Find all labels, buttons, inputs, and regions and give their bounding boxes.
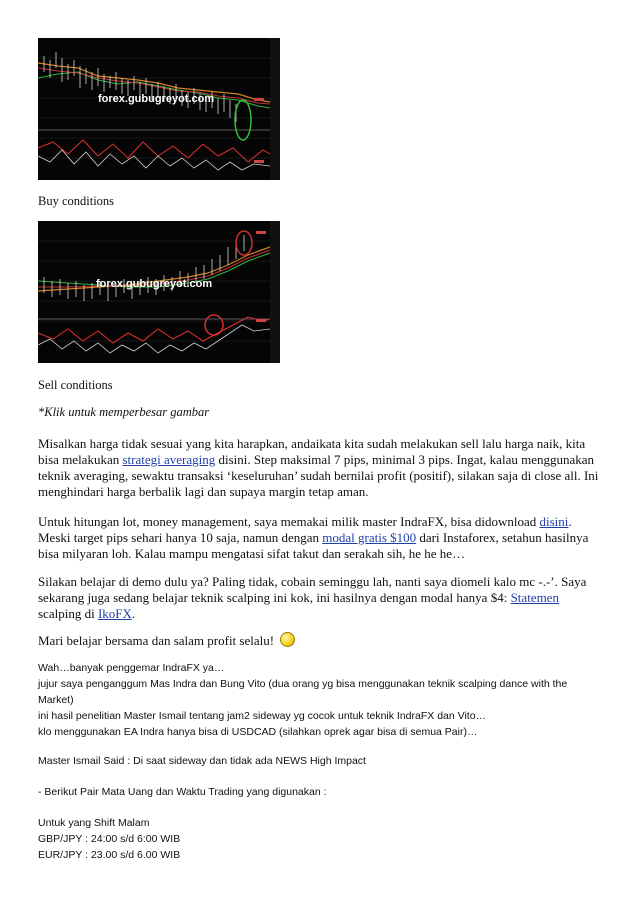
text-line: menghindari harga berbalik lagi dan supaya margin tetap aman. [38,484,369,499]
comment-line: klo menggunakan EA Indra hanya bisa di USDCAD (silahkan oprek agar bisa di semua Pair)… [38,726,478,738]
text-segment: bisa melakukan [38,452,123,467]
sell-chart-graphic [38,221,280,363]
free-capital-link[interactable]: modal gratis $100 [322,530,417,545]
text-line: Silakan belajar di demo dulu ya? Paling tidak, cobain seminggu lah, nanti saya diomeli kalo mc -.-’. Saya [38,574,587,589]
comment-line: Wah…banyak penggemar IndraFX ya… [38,662,225,674]
download-link[interactable]: disini [539,514,569,529]
text-segment: dari Instaforex, setahun hasilnya [416,530,589,545]
comment-line: ini hasil penelitian Master Ismail tentang jam2 sideway yg cocok untuk teknik IndraFX dan Vito… [38,710,487,722]
text-line [38,590,598,606]
closing-line [38,632,295,649]
paragraph-averaging [38,436,598,500]
text-segment: Meski target pips sehari hanya 10 saja, namun dengan [38,530,323,545]
sell-conditions-caption: Sell conditions [38,378,113,392]
buy-conditions-caption: Buy conditions [38,194,115,208]
averaging-strategy-link[interactable]: strategi averaging [122,452,216,467]
buy-chart-graphic [38,38,280,180]
comment-line: Untuk yang Shift Malam [38,817,150,829]
comment-line: jujur saya penganggum Mas Indra dan Bung Vito (dua orang yg bisa menggunakan teknik scalping dance with the [38,678,568,690]
comment-line: Market) [38,694,74,706]
smiley-icon [280,632,295,647]
chart1-watermark: forex.gubugreyot.com [98,93,215,105]
buy-chart-image[interactable] [38,38,280,180]
text-segment: . [131,606,136,621]
comment-line: - Berikut Pair Mata Uang dan Waktu Trading yang digunakan : [38,786,327,798]
text-segment: scalping di [38,606,98,621]
enlarge-hint: *Klik untuk memperbesar gambar [38,405,210,419]
ikofx-link[interactable]: IkoFX [97,606,132,621]
statement-link[interactable]: Statemen [510,590,559,605]
text-segment: sekarang juga sedang belajar teknik scalping ini kok, ini hasilnya dengan modal hanya $4: [38,590,511,605]
text-segment: . [568,514,572,529]
sell-chart-image[interactable] [38,221,280,363]
text-line [38,452,598,468]
text-line [38,606,598,622]
paragraph-money-management [38,514,598,562]
closing-text: Mari belajar bersama dan salam profit selalu! [38,633,275,648]
text-line: Misalkan harga tidak sesuai yang kita harapkan, andaikata kita sudah melakukan sell lalu harga naik, kita [38,436,586,451]
text-line [38,514,598,530]
comment-line: Master Ismail Said : Di saat sideway dan tidak ada NEWS High Impact [38,755,366,767]
paragraph-demo [38,574,598,622]
chart2-watermark: forex.gubugreyot.com [96,278,213,290]
text-segment: Untuk hitungan lot, money management, saya memakai milik master IndraFX, bisa didownload [38,514,540,529]
text-line: teknik averaging, sewaktu transaksi ‘keseluruhan’ sudah bernilai profit (positif), silakan saja di close all. Ini [38,468,599,483]
text-line: bisa milyaran loh. Kalau mampu mengatasi sifat takut dan serakah sih, he he he… [38,546,466,561]
comment-line: GBP/JPY : 24:00 s/d 6:00 WIB [38,833,181,845]
text-segment: disini. Step maksimal 7 pips, minimal 3 pips. Ingat, kalau menggunakan [215,452,595,467]
comment-line: EUR/JPY : 23.00 s/d 6.00 WIB [38,849,181,861]
text-line [38,530,598,546]
